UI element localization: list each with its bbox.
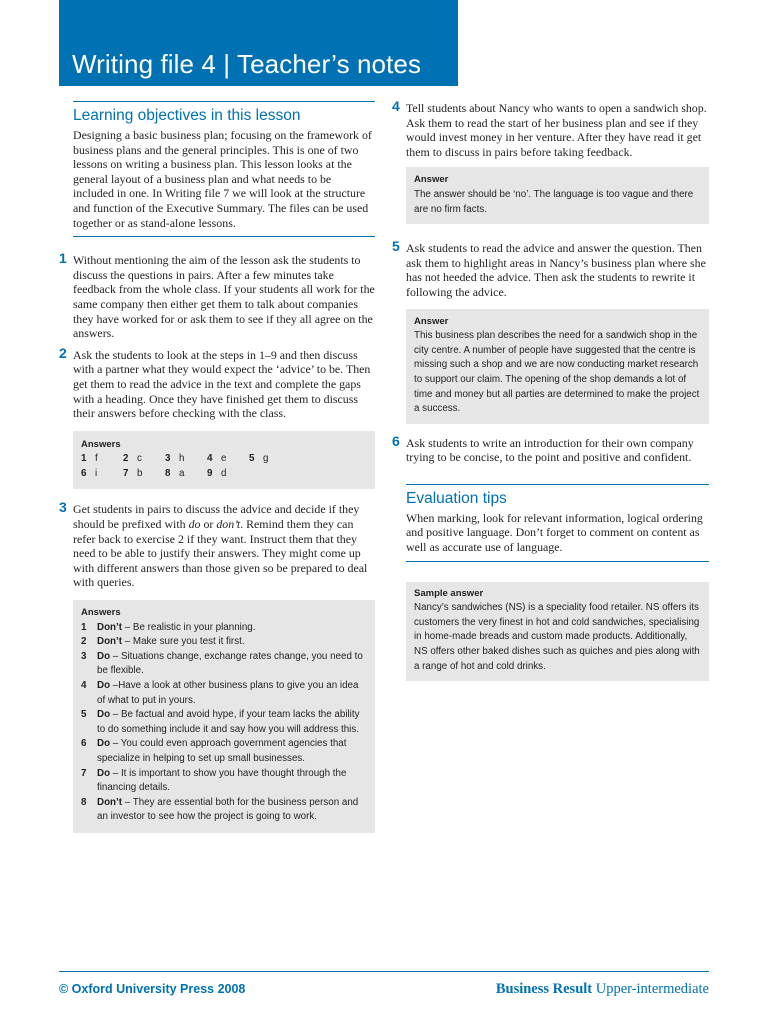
list-item: 4 Do –Have a look at other business plans to give you an idea of what to put in yours.: [81, 680, 359, 706]
objectives-bottom-rule: [73, 236, 375, 237]
answer-item: 2 c: [123, 453, 142, 465]
objectives-text: Designing a basic business plan; focusing on the framework of business plans and the general principles. This is one of two lessons on writing a business plan. This lesson looks at the general layout of a business plan and what needs to be included in one. In Writing file 7 we will look at the structure and function of the Executive Summary. The files can be used together or as stand-alone lessons.: [73, 128, 372, 230]
right-column: [392, 98, 709, 681]
list-item: 7 Do – It is important to show you have thought through the financing details.: [81, 767, 347, 794]
footer-copyright: © Oxford University Press 2008: [59, 982, 246, 996]
step-number: 5: [392, 238, 400, 255]
page-title: Writing file 4 | Teacher’s notes: [72, 49, 422, 79]
step-1: [59, 250, 375, 341]
evaluation-bottom-rule: [406, 561, 709, 562]
answer-item: 5 g: [249, 453, 269, 465]
footer-brand: Business Result: [495, 981, 593, 997]
evaluation-heading: Evaluation tips: [406, 489, 507, 507]
step-2: [59, 344, 375, 421]
step-number: 2: [59, 344, 67, 361]
sample-answer-box: [406, 582, 709, 682]
list-item: 3 Do – Situations change, exchange rates change, you need to be flexible.: [81, 650, 363, 677]
answers-row: [81, 452, 367, 467]
answers-box-step-3: [73, 600, 375, 833]
list-item: 6 Do – You could even approach government agencies that specialize in helping to set up small businesses.: [81, 738, 347, 764]
list-item: 8 Don’t – They are essential both for the business person and an investor to see how the project is going to work.: [81, 796, 359, 823]
footer-rule: [59, 971, 709, 972]
box-title: Answer: [414, 315, 449, 327]
footer-level: Upper-intermediate: [592, 981, 709, 997]
objectives-top-rule: [73, 101, 375, 102]
title-banner: [59, 0, 458, 86]
evaluation-top-rule: [406, 484, 709, 485]
step-3: 3 Get students in pairs to discuss the advice and decide if they should be prefixed with do or don’t. Remind them they can refer back to exercise 2 if they want. Instruct them that they need to be able to justify their answers. They might come up with different answers than those given so be prepared to deal with queries.: [59, 499, 368, 590]
answer-item: 8 a: [165, 467, 185, 479]
left-column: [59, 101, 375, 833]
box-title: Answers: [81, 438, 121, 450]
answers-box-step-2: [73, 431, 375, 490]
step-text: Tell students about Nancy who wants to open a sandwich shop. Ask them to read the start of her business plan and see if they would invest money in her venture. After they have read it get them to discuss in pairs before taking feedback.: [406, 101, 707, 159]
list-item: 1 Don’t – Be realistic in your planning.: [81, 621, 256, 633]
box-title: Sample answer: [414, 587, 484, 599]
answer-item: 3 h: [165, 453, 185, 465]
box-text: This business plan describes the need for a sandwich shop in the city centre. A number of people have suggested that the centre is missing such a shop and we are now conducting market research to support our claim. The opening of the shop demands a lot of time and money but all parties are determined to make the project a success.: [414, 330, 700, 415]
list-item: 5 Do – Be factual and avoid hype, if your team lacks the ability to do something include it and say how you will address this.: [81, 709, 360, 735]
answer-item: 7 b: [123, 467, 143, 479]
answer-item: 1 f: [81, 453, 98, 465]
answer-item: 6 i: [81, 467, 98, 479]
footer-series: [496, 981, 709, 998]
step-number: 4: [392, 98, 400, 114]
answer-box-step-5: [406, 309, 709, 424]
step-4: [392, 98, 709, 159]
evaluation-text: When marking, look for relevant information, logical ordering and positive language. Don’t forget to comment on content as well as accurate use of language.: [406, 510, 703, 555]
step-text: Without mentioning the aim of the lesson ask the students to discuss the questions in pairs. After a few minutes take feedback from the whole class. If your students all work for the same company then either get them to talk about companies they have worked for or ask them to see if they all agree on the answers.: [73, 253, 375, 341]
answer-item: 9 d: [207, 467, 227, 479]
box-title: Answer: [414, 174, 449, 186]
step-number: 3: [59, 499, 67, 516]
step-text: Ask students to write an introduction for their own company trying to be concise, to the point and positive and confident.: [406, 435, 694, 465]
box-text: The answer should be ‘no’. The language is too vague and there are no firm facts.: [414, 188, 694, 215]
objectives-heading: Learning objectives in this lesson: [73, 107, 301, 124]
step-6: [392, 432, 709, 465]
answer-item: 4 e: [207, 453, 227, 465]
step-text: Ask the students to look at the steps in 1–9 and then discuss with a partner what they would expect the ‘advice’ to be. Then get them to read the advice in the text and complete the gaps with a heading. Once they have finished get them to discuss their answers before checking with the class.: [73, 347, 371, 421]
step-number: 6: [392, 432, 400, 449]
step-5: [392, 238, 709, 299]
answers-row: [81, 467, 367, 482]
box-title: Answers: [81, 607, 121, 619]
answer-box-step-4: [406, 167, 709, 224]
step-text: Ask students to read the advice and answer the question. Then ask them to highlight areas in Nancy’s business plan where she has not heeded the advice. Then ask the students to rewrite it following the advice.: [406, 241, 706, 299]
step-number: 1: [59, 250, 67, 267]
list-item: 2 Don’t – Make sure you test it first.: [81, 636, 245, 648]
box-text: Nancy’s sandwiches (NS) is a speciality food retailer. NS offers its customers the very finest in hot and cold sandwiches, specialising in home-made breads and custom made products. Additionally, NS offers other baked dishes such as quiches and pies along with a range of hot and cold drinks.: [414, 602, 700, 672]
